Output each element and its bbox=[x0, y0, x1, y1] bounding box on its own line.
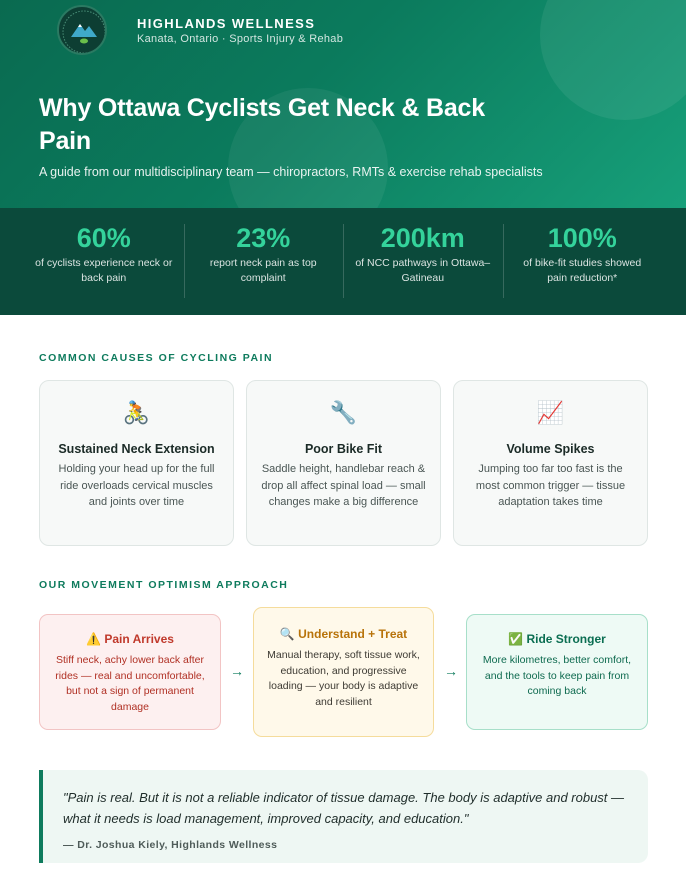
step-description: More kilometres, better comfort, and the tools to keep pain from coming back bbox=[482, 654, 632, 697]
cause-description: Holding your head up for the full ride overloads cervical muscles and joints over time bbox=[58, 463, 215, 508]
cause-card-neck-extension bbox=[39, 380, 234, 546]
wrench-icon: 🔧 bbox=[329, 400, 358, 425]
step-description: Stiff neck, achy lower back after rides — real and uncomfortable, but not a sign of permanent damage bbox=[55, 654, 205, 713]
stat-value: 200km bbox=[380, 223, 465, 253]
warning-icon: ⚠️ bbox=[86, 632, 101, 646]
page-title: Why Ottawa Cyclists Get Neck & Back Pain bbox=[39, 94, 485, 155]
brand-location: Kanata, Ontario · Sports Injury & Rehab bbox=[137, 33, 344, 45]
step-ride-stronger bbox=[466, 614, 648, 730]
approach-flow bbox=[39, 607, 648, 737]
step-description: Manual therapy, soft tissue work, education, and progressive loading — your body is adaptive and resilient bbox=[267, 649, 420, 708]
stat-label: of NCC pathways in Ottawa–Gatineau bbox=[355, 257, 491, 284]
stats-bar bbox=[0, 208, 686, 315]
brand-name: HIGHLANDS WELLNESS bbox=[137, 16, 316, 31]
cause-card-volume-spikes bbox=[453, 380, 648, 546]
stat-label: of bike-fit studies showed pain reduction* bbox=[523, 257, 642, 284]
arrow-right-icon: → bbox=[444, 663, 458, 679]
arrow-right-icon: → bbox=[230, 663, 244, 679]
mountain-logo-icon bbox=[57, 5, 107, 55]
cause-description: Jumping too far too fast is the most common trigger — tissue adaptation takes time bbox=[475, 463, 626, 508]
stat-label: report neck pain as top complaint bbox=[209, 257, 317, 284]
stat-value: 100% bbox=[547, 223, 617, 253]
stat-pathways bbox=[343, 222, 503, 315]
stat-value: 60% bbox=[76, 223, 131, 253]
quote-author: — Dr. Joshua Kiely, Highlands Wellness bbox=[63, 839, 278, 851]
magnifier-icon: 🔍 bbox=[279, 627, 295, 641]
step-title-text: Pain Arrives bbox=[104, 632, 174, 646]
stat-label: of cyclists experience neck or back pain bbox=[35, 257, 173, 284]
cause-title: Sustained Neck Extension bbox=[58, 442, 215, 456]
step-title bbox=[266, 626, 421, 642]
step-understand-treat bbox=[253, 607, 434, 737]
cause-description: Saddle height, handlebar reach & drop all affect spinal load — small changes make a big difference bbox=[261, 463, 426, 508]
step-title bbox=[479, 631, 635, 647]
cause-card-bike-fit bbox=[246, 380, 441, 546]
stat-value: 23% bbox=[236, 223, 291, 253]
step-title-text: Understand + Treat bbox=[298, 627, 408, 641]
page-subtitle: A guide from our multidisciplinary team — chiropractors, RMTs & exercise rehab specialists bbox=[39, 165, 543, 179]
step-pain-arrives bbox=[39, 614, 221, 730]
cyclist-icon: 🚴 bbox=[122, 400, 151, 425]
stat-neck-pain bbox=[184, 222, 344, 315]
testimonial-quote bbox=[39, 770, 648, 863]
causes-heading: COMMON CAUSES OF CYCLING PAIN bbox=[39, 352, 274, 364]
quote-text: "Pain is real. But it is not a reliable indicator of tissue damage. The body is adaptive and robust — what it needs is load management, improved capacity, and education." bbox=[63, 790, 625, 826]
cause-title: Volume Spikes bbox=[506, 442, 595, 456]
hero-banner bbox=[0, 0, 686, 208]
stat-bike-fit bbox=[503, 222, 663, 315]
decorative-circle bbox=[540, 0, 686, 120]
chart-up-icon: 📈 bbox=[536, 400, 565, 425]
cause-title: Poor Bike Fit bbox=[304, 442, 383, 456]
causes-cards bbox=[39, 380, 648, 546]
stat-cyclists-pain bbox=[24, 222, 184, 315]
step-title-text: Ride Stronger bbox=[526, 632, 606, 646]
approach-heading: OUR MOVEMENT OPTIMISM APPROACH bbox=[39, 579, 289, 591]
check-icon: ✅ bbox=[508, 632, 524, 646]
step-title bbox=[52, 631, 208, 647]
